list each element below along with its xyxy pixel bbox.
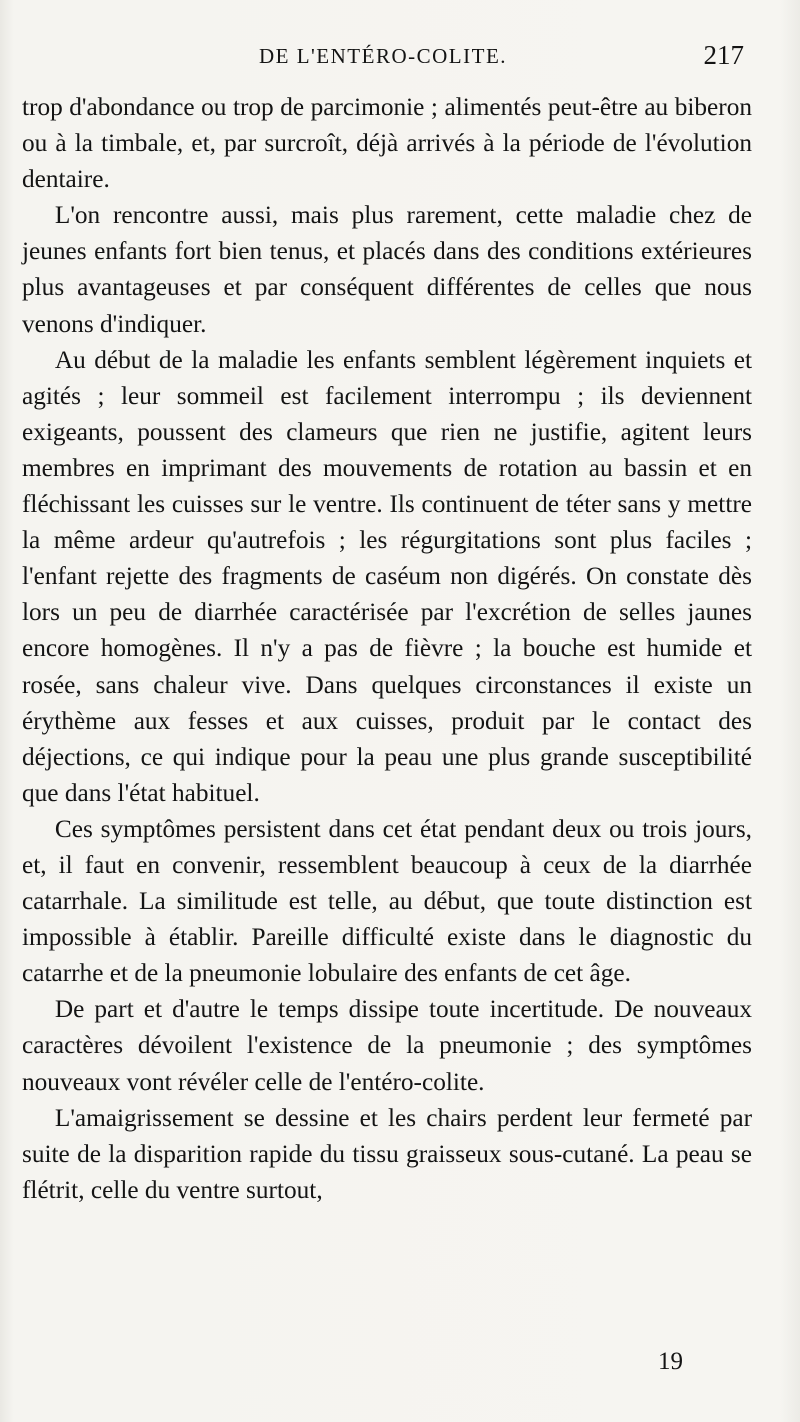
paragraph: De part et d'autre le temps dissipe toute incertitude. De nouveaux caractères dévoilent l'existence de la pneumonie ; des symptômes nouveaux vont révéler celle de l'entéro-colite.: [22, 995, 752, 1096]
running-title: DE L'ENTÉRO-COLITE.: [258, 44, 508, 68]
paragraph: Au début de la maladie les enfants semblent légèrement inquiets et agités ; leur sommeil est facilement interrompu ; ils deviennent exigeants, poussent des clameurs que rien ne justifie, agitent leurs membres en imprimant des mouvements de rotation au bassin et en fléchissant les cuisses sur le ventre. Ils continuent de téter sans y mettre la même ardeur qu'autrefois ; les régurgitations sont plus faciles ; l'enfant rejette des fragments de caséum non digérés. On constate dès lors un peu de diarrhée caractérisée par l'excrétion de selles jaunes encore homogènes. Il n'y a pas de fièvre ; la bouche est humide et rosée, sans chaleur vive. Dans quelques circonstances il existe un érythème aux fesses et aux cuisses, produit par le contact des déjections, ce qui indique pour la peau une plus grande susceptibilité que dans l'état habituel.: [22, 345, 752, 807]
signature-mark: 19: [658, 1348, 683, 1375]
paragraph: Ces symptômes persistent dans cet état pendant deux ou trois jours, et, il faut en convenir, ressemblent beaucoup à ceux de la diarrhée catarrhale. La similitude est telle, au début, que toute distinction est impossible à établir. Pareille difficulté existe dans le diagnostic du catarrhe et de la pneumonie lobulaire des enfants de cet âge.: [22, 814, 752, 988]
running-head: [22, 40, 744, 80]
paragraph: L'on rencontre aussi, mais plus rarement, cette maladie chez de jeunes enfants fort bien tenus, et placés dans des conditions extérieures plus avantageuses et par conséquent différentes de celles que nous venons d'indiquer.: [22, 201, 752, 338]
paragraph-continued: trop d'abondance ou trop de parcimonie ; alimentés peut-être au biberon ou à la timbale, et, par surcroît, déjà arrivés à la période de l'évolution dentaire.: [22, 93, 752, 194]
body-text: [22, 89, 752, 1208]
paragraph: L'amaigrissement se dessine et les chairs perdent leur fermeté par suite de la disparition rapide du tissu graisseux sous-cutané. La peau se flétrit, celle du ventre surtout,: [22, 1103, 752, 1204]
page-number: 217: [703, 40, 744, 70]
